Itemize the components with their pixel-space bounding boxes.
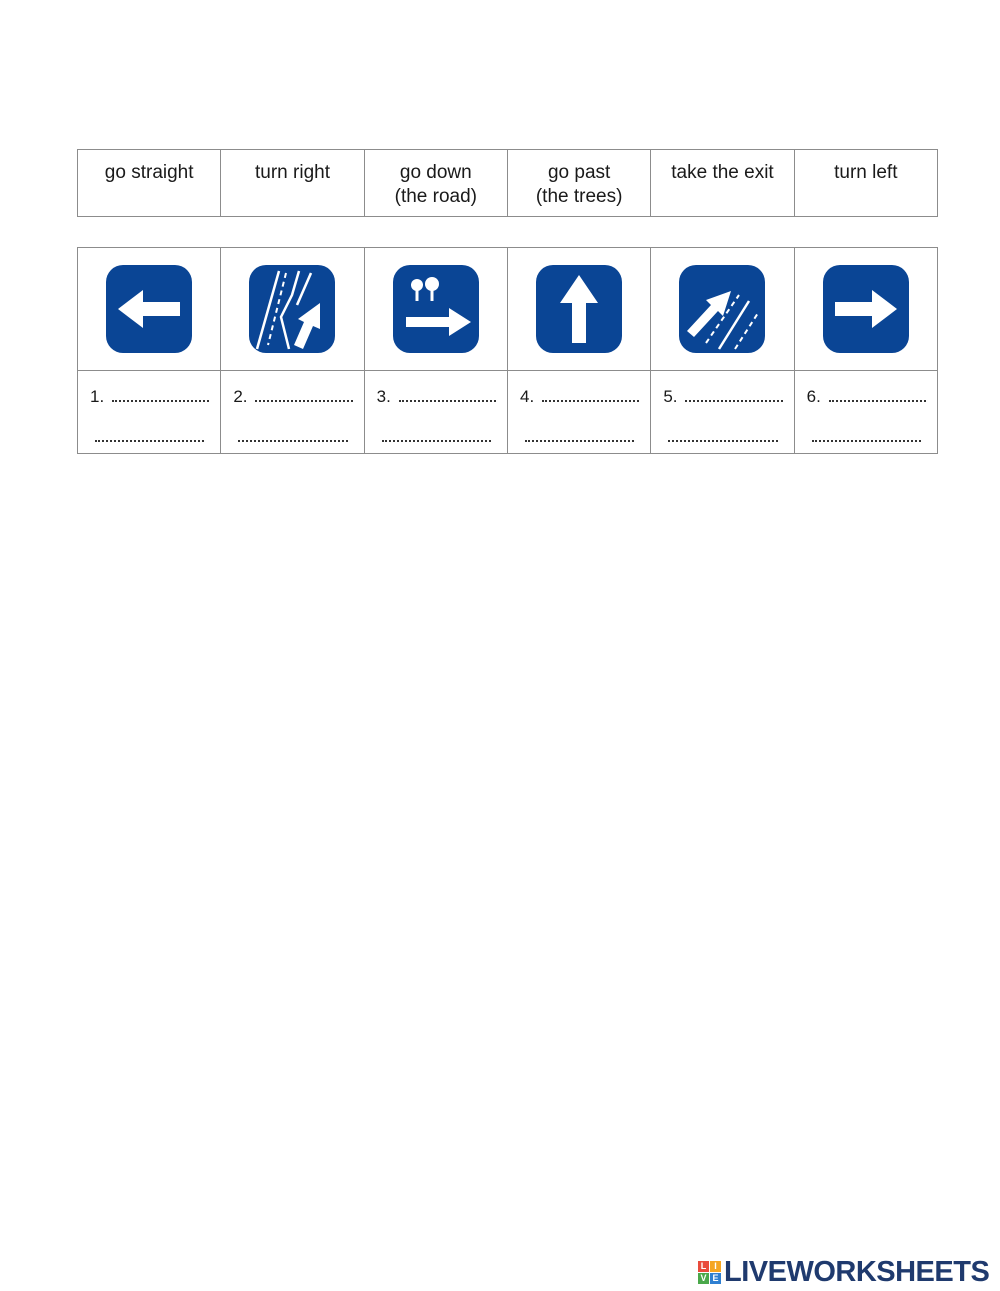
word-bank-text: go down [399,162,472,183]
word-bank-table [77,149,938,217]
take-exit-sign-icon [679,265,765,353]
logo-letter: I [710,1261,721,1272]
answer-blank-line-1[interactable] [542,400,639,402]
road-merge-right-sign-icon [249,265,335,353]
answer-blank-line-1[interactable] [255,400,352,402]
answer-cell [507,371,650,454]
answer-blank-line-1[interactable] [399,400,496,402]
answer-number: 4. [519,387,535,406]
word-bank-cell [794,150,937,217]
signs-row [78,248,938,371]
word-bank-subtext: (the trees) [535,186,623,207]
straight-up-arrow-sign-icon [536,265,622,353]
word-bank-text: go past [547,162,611,183]
word-bank-text: go straight [104,162,194,183]
answer-number: 3. [376,387,391,406]
sign-cell [651,248,794,371]
answer-blank-line-2[interactable] [238,440,347,442]
answer-blank-line-2[interactable] [812,440,921,442]
answer-cell [78,371,221,454]
word-bank-cell [507,150,650,217]
answer-number: 5. [663,387,678,406]
answer-blank-line-1[interactable] [112,400,209,402]
answer-number: 1. [90,387,105,406]
answer-blank-line-2[interactable] [525,440,634,442]
answer-number: 6. [806,387,821,406]
answer-cell [364,371,507,454]
answer-cell [221,371,364,454]
answer-blank-line-1[interactable] [685,400,782,402]
go-past-trees-sign-icon [393,265,479,353]
liveworksheets-wordmark: LIVEWORKSHEETS [724,1255,990,1288]
word-bank-cell [364,150,507,217]
logo-letter: E [710,1273,721,1284]
sign-cell [221,248,364,371]
right-arrow-sign-icon [823,265,909,353]
sign-cell [364,248,507,371]
word-bank-subtext: (the road) [394,186,477,207]
signs-table [77,247,938,454]
word-bank-cell [221,150,364,217]
liveworksheets-logo [698,1257,989,1287]
word-bank-text: turn left [834,162,898,183]
answer-blank-line-2[interactable] [95,440,204,442]
word-bank-cell [78,150,221,217]
answers-row [78,371,938,454]
answer-blank-line-2[interactable] [382,440,491,442]
answer-number: 2. [233,387,248,406]
answer-cell [651,371,794,454]
sign-cell [794,248,937,371]
sign-cell [507,248,650,371]
word-bank-text: take the exit [671,162,774,183]
word-bank-row [78,150,938,217]
liveworksheets-logo-icon [698,1261,721,1284]
answer-blank-line-2[interactable] [668,440,777,442]
logo-letter: L [698,1261,709,1272]
word-bank-text: turn right [255,162,330,183]
word-bank-cell [651,150,794,217]
left-arrow-sign-icon [106,265,192,353]
logo-letter: V [698,1273,709,1284]
answer-blank-line-1[interactable] [829,400,926,402]
sign-cell [78,248,221,371]
answer-cell [794,371,937,454]
